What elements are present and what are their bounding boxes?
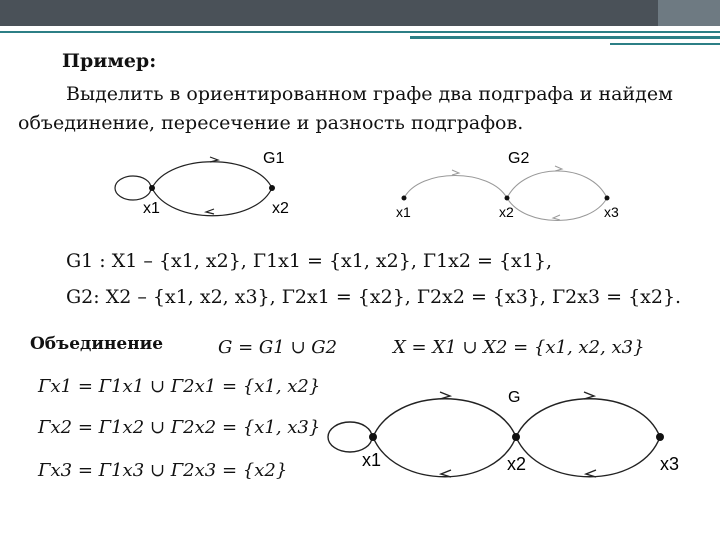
- g1-edge-x1-x2: [152, 162, 272, 188]
- g1-node-x1: [149, 185, 155, 191]
- g2-node-x1: [402, 196, 407, 201]
- g2-node-label: x1: [396, 204, 411, 220]
- g-node-x1: [369, 433, 377, 441]
- union-gamma-x2: Γx2 = Γ1x2 ∪ Γ2x2 = {x1, x3}: [38, 417, 321, 438]
- g2-edge-x1-x2: [404, 176, 507, 199]
- g2-node-x2: [505, 196, 510, 201]
- union-gamma-x3: Γx3 = Γ1x3 ∪ Γ2x3 = {x2}: [38, 460, 288, 481]
- g1-node-x2: [269, 185, 275, 191]
- g-node-x3: [656, 433, 664, 441]
- g1-arrowhead: [206, 209, 214, 214]
- g-edge-x2-x1: [373, 437, 516, 477]
- slide-title: Пример:: [62, 50, 157, 72]
- g2-arrowhead: [553, 215, 560, 220]
- g1-definition: G1 : X1 – {x1, x2}, Γ1x1 = {x1, x2}, Γ1x2 = {x1},: [66, 250, 552, 272]
- g2-arrowhead: [555, 166, 562, 171]
- g-node-label: x3: [660, 454, 680, 474]
- g-node-label: x1: [362, 450, 382, 470]
- g-arrowhead: [584, 392, 594, 399]
- g1-node-label: x1: [143, 200, 160, 217]
- g2-label: G2: [508, 150, 530, 167]
- union-x-formula: X = X1 ∪ X2 = {x1, x2, x3}: [393, 337, 645, 358]
- g2-graph: [396, 166, 619, 221]
- g2-node-label: x2: [499, 204, 514, 220]
- intro-line-2: объединение, пересечение и разность подграфов.: [18, 112, 524, 134]
- g-arrowhead: [586, 470, 596, 477]
- g2-node-label: x3: [604, 204, 619, 220]
- g-label: G: [508, 389, 521, 406]
- g2-definition: G2: X2 – {x1, x2, x3}, Γ2x1 = {x2}, Γ2x2 = {x3}, Γ2x3 = {x2}.: [66, 286, 682, 308]
- g2-arrowhead: [452, 170, 459, 175]
- g1-loop-x1: [115, 176, 151, 200]
- union-g-formula: G = G1 ∪ G2: [218, 337, 338, 358]
- g-arrowhead: [440, 392, 450, 399]
- g-loop-x1: [328, 422, 372, 452]
- g1-node-label: x2: [272, 200, 289, 217]
- g-edge-x3-x2: [516, 437, 660, 477]
- union-gamma-x1: Γx1 = Γ1x1 ∪ Γ2x1 = {x1, x2}: [38, 376, 321, 397]
- g1-edge-x2-x1: [152, 188, 272, 216]
- g-edge-x1-x2: [373, 399, 516, 437]
- g2-edge-x3-x2: [507, 198, 607, 221]
- union-heading: Объединение: [30, 334, 164, 354]
- g-edge-x2-x3: [516, 399, 660, 437]
- g2-node-x3: [605, 196, 610, 201]
- g-graph: [328, 392, 679, 477]
- intro-line-1: Выделить в ориентированном графе два подграфа и найдем: [66, 83, 673, 105]
- g-node-label: x2: [507, 454, 527, 474]
- g1-label: G1: [263, 150, 285, 167]
- g-arrowhead: [441, 470, 451, 477]
- g-node-x2: [512, 433, 520, 441]
- g2-edge-x2-x3: [507, 171, 607, 198]
